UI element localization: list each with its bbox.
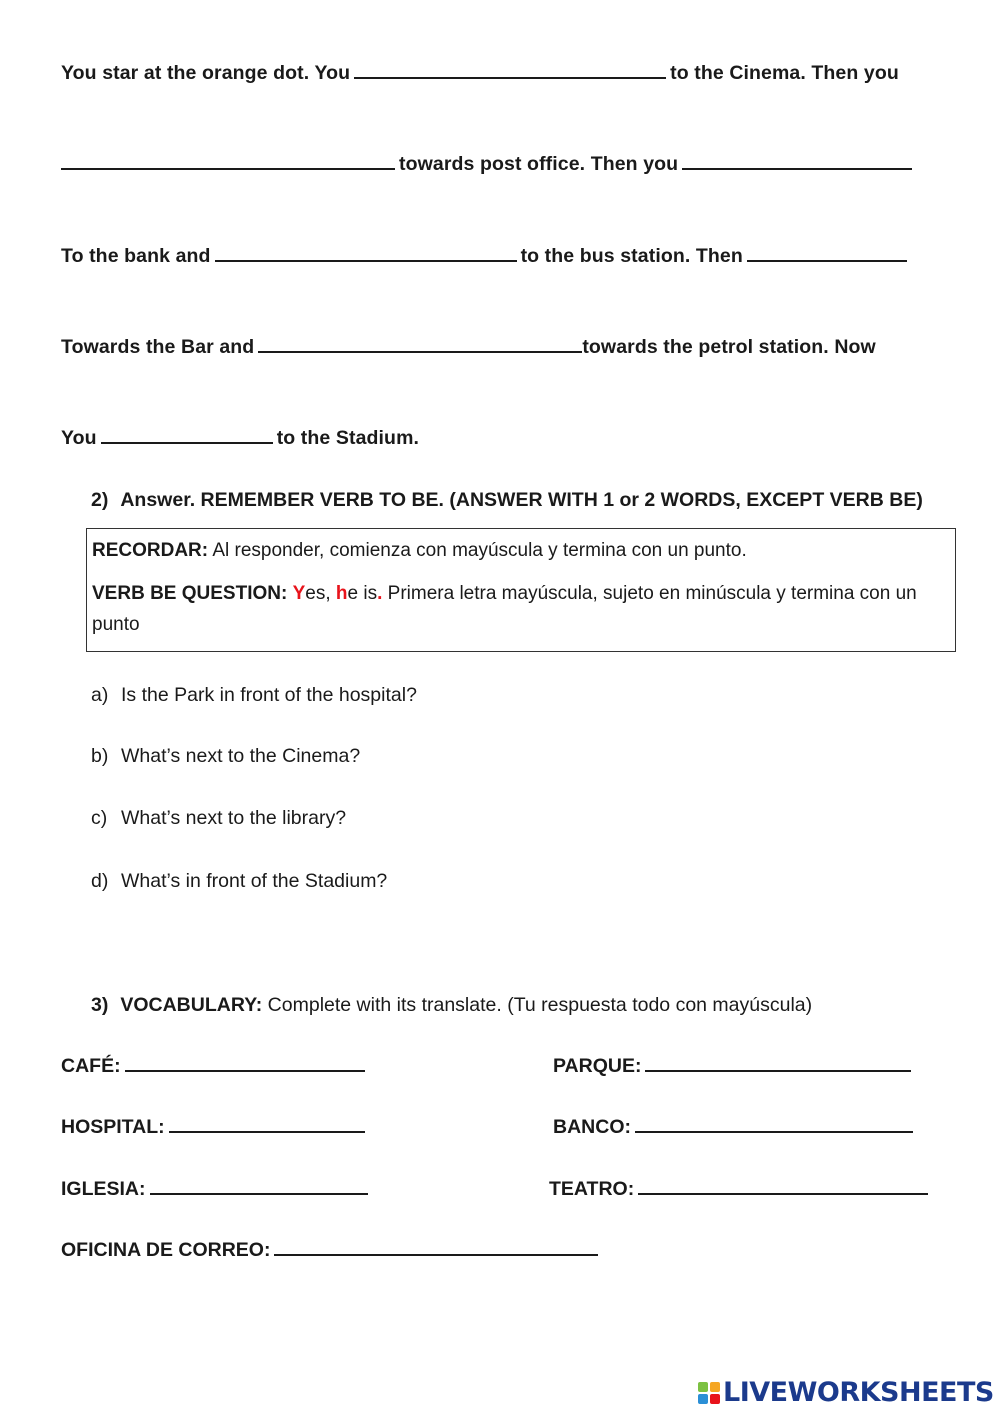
question-d: d) What’s in front of the Stadium? [91, 870, 388, 892]
vocab-parque-blank[interactable] [645, 1056, 911, 1072]
answer-blank-7[interactable] [101, 428, 273, 444]
paragraph-line-2: towards post office. Then you [61, 153, 916, 176]
answer-blank-2[interactable] [61, 154, 395, 170]
question-b: b) What’s next to the Cinema? [91, 745, 361, 767]
paragraph-line-3: To the bank and to the bus station. Then [61, 245, 911, 268]
vocab-oficina-blank[interactable] [274, 1240, 598, 1256]
recordar-line: RECORDAR: Al responder, comienza con mayúscula y termina con un punto. [92, 540, 747, 561]
answer-blank-1[interactable] [354, 63, 666, 79]
liveworksheets-logo: LIVEWORKSHEETS [698, 1377, 994, 1408]
paragraph-line-4: Towards the Bar and towards the petrol station. Now [61, 336, 876, 358]
section-3-heading: 3) VOCABULARY: Complete with its translate. (Tu respuesta todo con mayúscula) [91, 994, 813, 1016]
vocab-banco: BANCO: [553, 1116, 917, 1139]
question-c: c) What’s next to the library? [91, 807, 347, 829]
answer-blank-4[interactable] [215, 246, 517, 262]
vocab-banco-blank[interactable] [635, 1117, 913, 1133]
vocab-teatro: TEATRO: [549, 1178, 932, 1201]
verb-be-line: VERB BE QUESTION: Yes, he is. Primera letra mayúscula, sujeto en minúscula y termina con un punto [92, 583, 917, 635]
vocab-teatro-blank[interactable] [638, 1179, 928, 1195]
vocab-parque: PARQUE: [553, 1055, 915, 1078]
vocab-cafe-blank[interactable] [125, 1056, 365, 1072]
vocab-iglesia-blank[interactable] [150, 1179, 368, 1195]
vocab-iglesia: IGLESIA: [61, 1178, 372, 1201]
question-a: a) Is the Park in front of the hospital? [91, 684, 417, 706]
answer-blank-5[interactable] [747, 246, 907, 262]
logo-blocks-icon [698, 1382, 720, 1404]
paragraph-line-1: You star at the orange dot. You to the Cinema. Then you [61, 62, 899, 84]
vocab-hospital-blank[interactable] [169, 1117, 365, 1133]
answer-blank-3[interactable] [682, 154, 912, 170]
section-2-heading: 2) Answer. REMEMBER VERB TO BE. (ANSWER WITH 1 or 2 WORDS, EXCEPT VERB BE) [91, 489, 923, 511]
vocab-hospital: HOSPITAL: [61, 1116, 369, 1139]
vocab-cafe: CAFÉ: [61, 1055, 369, 1078]
reminder-box [86, 528, 956, 652]
paragraph-line-5: You to the Stadium. [61, 427, 420, 449]
answer-blank-6[interactable] [258, 337, 582, 353]
vocab-oficina: OFICINA DE CORREO: [61, 1239, 602, 1262]
